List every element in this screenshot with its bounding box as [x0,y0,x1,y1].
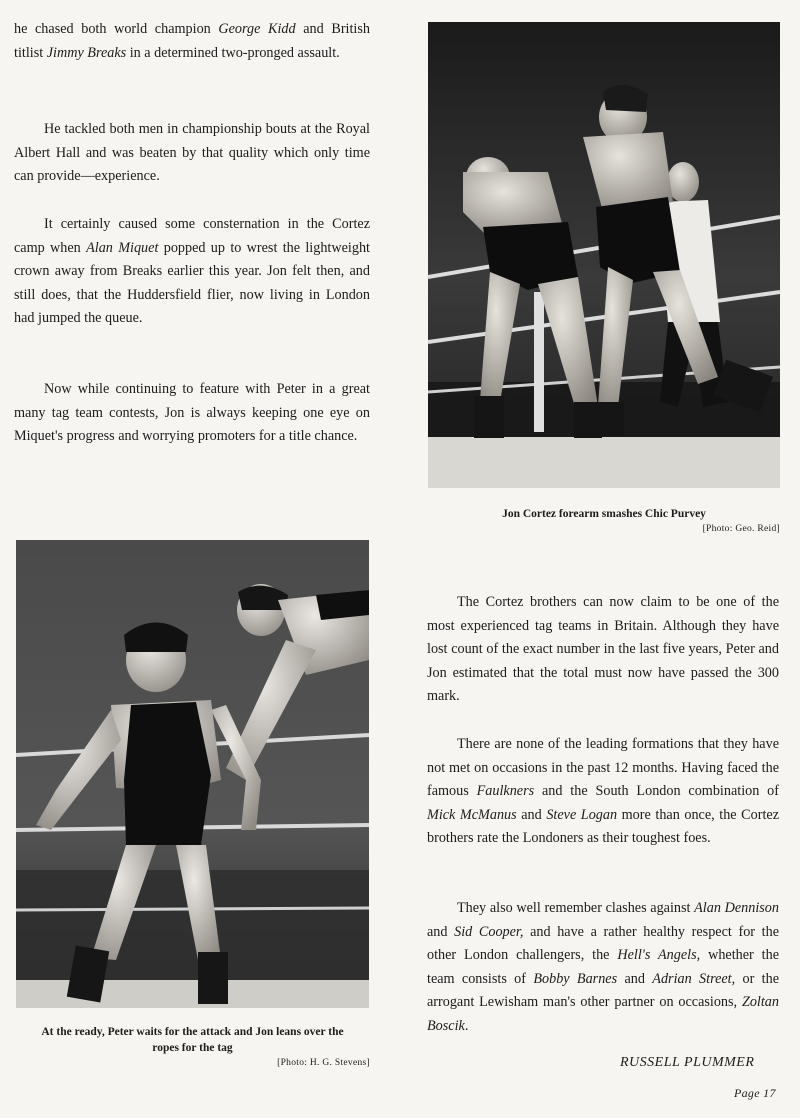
paragraph-1: he chased both world champion George Kidd and British titlist Jimmy Breaks in a determined two-pronged assault. [14,21,370,61]
paragraph-2: He tackled both men in championship bouts at the Royal Albert Hall and was beaten by that quality which only time can provide—experience. [14,121,370,184]
page-number: Page 17 [734,1086,776,1100]
top-photo-caption: Jon Cortez forearm smashes Chic Purvey [502,508,706,520]
top-photo-credit: [Photo: Geo. Reid] [702,524,780,534]
paragraph-3: It certainly caused some consternation in the Cortez camp when Alan Miquet popped up to wrest the lightweight crown away from Breaks earlier this year. Jon felt then, and still does, that the Huddersfield flier, now living in London had jumped the queue. [14,216,370,326]
paragraph-6: There are none of the leading formations that they have not met on occasions in the past 12 months. Having faced the famous Faulkners and the South London combination of Mick McManus and Steve Logan more than once, the Cortez brothers rate the Londoners as their toughest foes. [427,736,779,846]
wrestling-photo-tag-ready [16,540,369,1008]
paragraph-7: They also well remember clashes against Alan Dennison and Sid Cooper, and have a rather healthy respect for the other London challengers, the Hell's Angels, whether the team consists of Bobby Barnes and Adrian Street, or the arrogant Lewisham man's other partner on occasions, Zoltan Boscik. [427,900,780,1034]
bottom-photo-caption: At the ready, Peter waits for the attack and Jon leans over the ropes for the tag [41,1026,344,1054]
author-byline: RUSSELL PLUMMER [620,1055,755,1070]
wrestling-photo-forearm-smash [428,22,780,488]
bottom-photo-credit: [Photo: H. G. Stevens] [277,1058,370,1068]
paragraph-4: Now while continuing to feature with Peter in a great many tag team contests, Jon is always keeping one eye on Miquet's progress and worrying promoters for a title chance. [14,381,370,444]
paragraph-5: The Cortez brothers can now claim to be one of the most experienced tag teams in Britain. Although they have lost count of the exact number in the last five years, Peter and Jon estimated that the total must now have passed the 300 mark. [427,594,779,704]
